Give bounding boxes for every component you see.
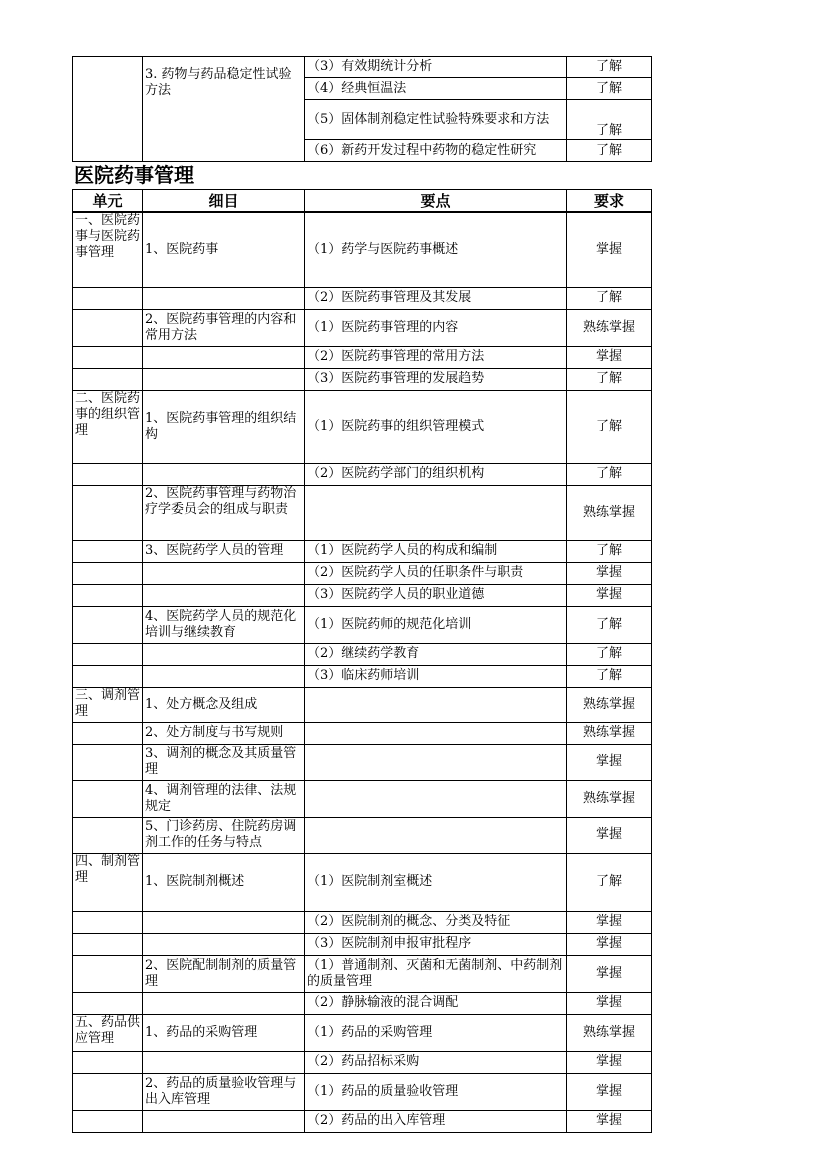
unit-cell bbox=[73, 744, 143, 780]
point-cell: （1）医院制剂室概述 bbox=[305, 853, 567, 911]
unit-cell bbox=[73, 665, 143, 687]
table-row bbox=[73, 346, 652, 368]
detail-cell: 1、医院药事 bbox=[143, 212, 305, 287]
point-cell: （1）药学与医院药事概述 bbox=[305, 212, 567, 287]
requirement-cell: 了解 bbox=[567, 665, 652, 687]
table-row bbox=[73, 853, 652, 911]
point-cell bbox=[305, 722, 567, 744]
unit-cell bbox=[73, 1073, 143, 1110]
detail-cell bbox=[143, 368, 305, 390]
detail-cell bbox=[143, 1110, 305, 1132]
point-cell: （2）医院药学部门的组织机构 bbox=[305, 463, 567, 485]
unit-cell: 四、制剂管理 bbox=[73, 853, 143, 911]
table-row bbox=[73, 562, 652, 584]
syllabus-table bbox=[72, 189, 652, 1133]
detail-cell: 2、医院药事管理与药物治疗学委员会的组成与职责 bbox=[143, 485, 305, 540]
table-row bbox=[73, 368, 652, 390]
unit-cell bbox=[73, 584, 143, 606]
point-cell: （4）经典恒温法 bbox=[305, 78, 567, 100]
detail-cell bbox=[143, 665, 305, 687]
point-cell: （2）医院药事管理的常用方法 bbox=[305, 346, 567, 368]
table-row bbox=[73, 911, 652, 933]
table-row bbox=[73, 1051, 652, 1073]
detail-cell: 2、医院配制制剂的质量管理 bbox=[143, 955, 305, 992]
detail-cell: 1、医院制剂概述 bbox=[143, 853, 305, 911]
requirement-cell: 了解 bbox=[567, 57, 652, 78]
point-cell: （1）医院药事管理的内容 bbox=[305, 309, 567, 346]
unit-cell: 二、医院药事的组织管理 bbox=[73, 390, 143, 463]
requirement-cell: 熟练掌握 bbox=[567, 485, 652, 540]
unit-cell: 三、调剂管理 bbox=[73, 687, 143, 722]
point-cell: （2）医院药学人员的任职条件与职责 bbox=[305, 562, 567, 584]
unit-cell: 一、医院药事与医院药事管理 bbox=[73, 212, 143, 287]
unit-cell bbox=[73, 992, 143, 1014]
continuation-table bbox=[72, 56, 652, 162]
table-row bbox=[73, 212, 652, 287]
table-row bbox=[73, 540, 652, 562]
point-cell: （3）临床药师培训 bbox=[305, 665, 567, 687]
point-cell: （2）药品招标采购 bbox=[305, 1051, 567, 1073]
point-cell: （1）普通制剂、灭菌和无菌制剂、中药制剂的质量管理 bbox=[305, 955, 567, 992]
header-detail: 细目 bbox=[143, 190, 305, 213]
table-row bbox=[73, 584, 652, 606]
detail-cell bbox=[143, 1051, 305, 1073]
requirement-cell: 掌握 bbox=[567, 1051, 652, 1073]
header-row bbox=[73, 190, 652, 213]
requirement-cell: 了解 bbox=[567, 853, 652, 911]
table-row bbox=[73, 1073, 652, 1110]
point-cell: （2）静脉输液的混合调配 bbox=[305, 992, 567, 1014]
requirement-cell: 掌握 bbox=[567, 346, 652, 368]
requirement-cell: 掌握 bbox=[567, 744, 652, 780]
detail-cell bbox=[143, 463, 305, 485]
detail-cell: 3. 药物与药品稳定性试验方法 bbox=[143, 57, 305, 162]
table-row bbox=[73, 1014, 652, 1051]
point-cell: （2）药品的出入库管理 bbox=[305, 1110, 567, 1132]
point-cell: （2）医院制剂的概念、分类及特征 bbox=[305, 911, 567, 933]
unit-cell bbox=[73, 911, 143, 933]
requirement-cell: 了解 bbox=[567, 540, 652, 562]
unit-cell bbox=[73, 287, 143, 309]
unit-cell bbox=[73, 368, 143, 390]
detail-cell: 2、医院药事管理的内容和常用方法 bbox=[143, 309, 305, 346]
requirement-cell: 掌握 bbox=[567, 817, 652, 853]
detail-cell: 4、调剂管理的法律、法规规定 bbox=[143, 780, 305, 817]
table-row bbox=[73, 606, 652, 643]
unit-cell bbox=[73, 933, 143, 955]
requirement-cell: 掌握 bbox=[567, 212, 652, 287]
table-row bbox=[73, 1110, 652, 1132]
unit-cell bbox=[73, 606, 143, 643]
table-row bbox=[73, 287, 652, 309]
requirement-cell: 了解 bbox=[567, 643, 652, 665]
requirement-cell: 掌握 bbox=[567, 992, 652, 1014]
section-title: 医院药事管理 bbox=[74, 163, 194, 187]
requirement-cell: 熟练掌握 bbox=[567, 722, 652, 744]
unit-cell bbox=[73, 1110, 143, 1132]
unit-cell bbox=[73, 57, 143, 162]
point-cell: （6）新药开发过程中药物的稳定性研究 bbox=[305, 140, 567, 162]
point-cell bbox=[305, 817, 567, 853]
unit-cell bbox=[73, 817, 143, 853]
detail-cell: 2、药品的质量验收管理与出入库管理 bbox=[143, 1073, 305, 1110]
requirement-cell: 了解 bbox=[567, 606, 652, 643]
point-cell: （1）医院药学人员的构成和编制 bbox=[305, 540, 567, 562]
unit-cell bbox=[73, 1051, 143, 1073]
unit-cell bbox=[73, 562, 143, 584]
header-point: 要点 bbox=[305, 190, 567, 213]
requirement-cell: 掌握 bbox=[567, 562, 652, 584]
requirement-cell: 掌握 bbox=[567, 1073, 652, 1110]
requirement-cell: 了解 bbox=[567, 287, 652, 309]
table-row bbox=[73, 309, 652, 346]
requirement-cell: 掌握 bbox=[567, 955, 652, 992]
requirement-cell: 熟练掌握 bbox=[567, 1014, 652, 1051]
header-requirement: 要求 bbox=[567, 190, 652, 213]
point-cell: （1）医院药师的规范化培训 bbox=[305, 606, 567, 643]
detail-cell: 1、处方概念及组成 bbox=[143, 687, 305, 722]
point-cell: （2）医院药事管理及其发展 bbox=[305, 287, 567, 309]
point-cell: （3）医院药事管理的发展趋势 bbox=[305, 368, 567, 390]
unit-cell bbox=[73, 346, 143, 368]
unit-cell: 五、药品供应管理 bbox=[73, 1014, 143, 1051]
table-row bbox=[73, 955, 652, 992]
detail-cell: 3、调剂的概念及其质量管理 bbox=[143, 744, 305, 780]
requirement-cell: 熟练掌握 bbox=[567, 309, 652, 346]
detail-cell: 1、药品的采购管理 bbox=[143, 1014, 305, 1051]
detail-cell: 5、门诊药房、住院药房调剂工作的任务与特点 bbox=[143, 817, 305, 853]
detail-cell bbox=[143, 933, 305, 955]
detail-cell: 2、处方制度与书写规则 bbox=[143, 722, 305, 744]
table-row bbox=[73, 780, 652, 817]
unit-cell bbox=[73, 309, 143, 346]
detail-cell bbox=[143, 562, 305, 584]
table-row bbox=[73, 722, 652, 744]
point-cell: （3）医院药学人员的职业道德 bbox=[305, 584, 567, 606]
point-cell bbox=[305, 744, 567, 780]
table-row bbox=[73, 933, 652, 955]
point-cell: （3）医院制剂申报审批程序 bbox=[305, 933, 567, 955]
unit-cell bbox=[73, 722, 143, 744]
requirement-cell: 了解 bbox=[567, 390, 652, 463]
unit-cell bbox=[73, 780, 143, 817]
requirement-cell: 了解 bbox=[567, 463, 652, 485]
table-row bbox=[73, 643, 652, 665]
table-row bbox=[73, 463, 652, 485]
header-unit: 单元 bbox=[73, 190, 143, 213]
point-cell: （1）药品的质量验收管理 bbox=[305, 1073, 567, 1110]
requirement-cell: 了解 bbox=[567, 140, 652, 162]
requirement-cell: 掌握 bbox=[567, 584, 652, 606]
point-cell bbox=[305, 485, 567, 540]
detail-cell bbox=[143, 911, 305, 933]
table-row bbox=[73, 992, 652, 1014]
detail-cell: 4、医院药学人员的规范化培训与继续教育 bbox=[143, 606, 305, 643]
table-row bbox=[73, 485, 652, 540]
unit-cell bbox=[73, 485, 143, 540]
detail-cell bbox=[143, 643, 305, 665]
point-cell bbox=[305, 687, 567, 722]
table-row bbox=[73, 817, 652, 853]
point-cell: （1）医院药事的组织管理模式 bbox=[305, 390, 567, 463]
unit-cell bbox=[73, 643, 143, 665]
detail-cell bbox=[143, 346, 305, 368]
detail-cell: 1、医院药事管理的组织结构 bbox=[143, 390, 305, 463]
point-cell: （3）有效期统计分析 bbox=[305, 57, 567, 78]
detail-cell bbox=[143, 287, 305, 309]
point-cell bbox=[305, 780, 567, 817]
requirement-cell: 熟练掌握 bbox=[567, 780, 652, 817]
point-cell: （2）继续药学教育 bbox=[305, 643, 567, 665]
requirement-cell: 掌握 bbox=[567, 1110, 652, 1132]
requirement-cell: 掌握 bbox=[567, 933, 652, 955]
requirement-cell: 熟练掌握 bbox=[567, 687, 652, 722]
unit-cell bbox=[73, 463, 143, 485]
table-row bbox=[73, 390, 652, 463]
table-row bbox=[73, 57, 652, 78]
unit-cell bbox=[73, 955, 143, 992]
requirement-cell: 了解 bbox=[567, 78, 652, 100]
detail-cell bbox=[143, 584, 305, 606]
table-row bbox=[73, 665, 652, 687]
requirement-cell: 了解 bbox=[567, 100, 652, 140]
table-row bbox=[73, 744, 652, 780]
point-cell: （5）固体制剂稳定性试验特殊要求和方法 bbox=[305, 100, 567, 140]
detail-cell: 3、医院药学人员的管理 bbox=[143, 540, 305, 562]
requirement-cell: 了解 bbox=[567, 368, 652, 390]
unit-cell bbox=[73, 540, 143, 562]
detail-cell bbox=[143, 992, 305, 1014]
point-cell: （1）药品的采购管理 bbox=[305, 1014, 567, 1051]
requirement-cell: 掌握 bbox=[567, 911, 652, 933]
table-row bbox=[73, 687, 652, 722]
